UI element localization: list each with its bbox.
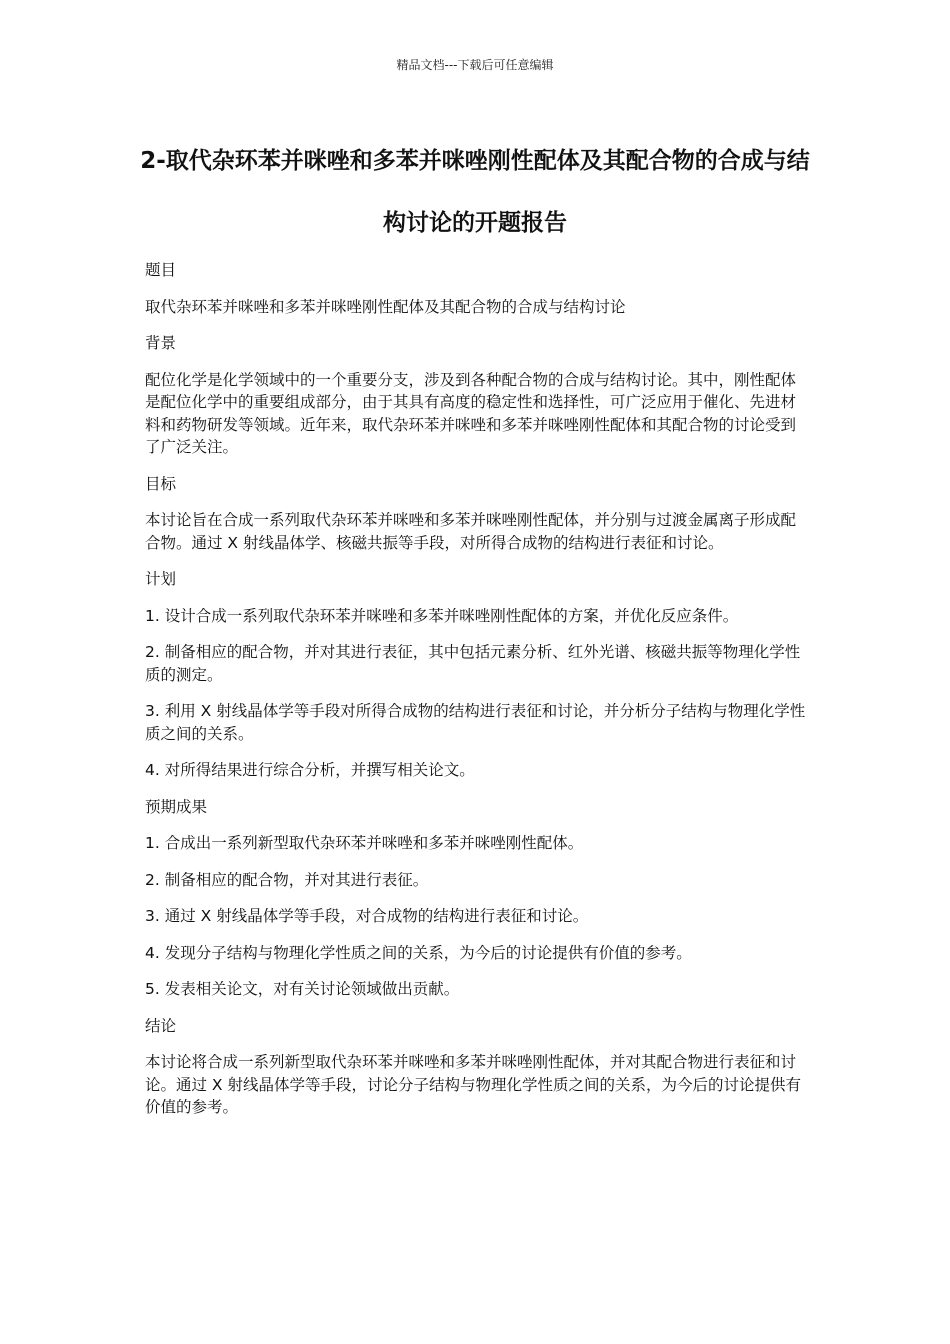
plan-item: 1. 设计合成一系列取代杂环苯并咪唑和多苯并咪唑刚性配体的方案，并优化反应条件。 <box>145 606 739 625</box>
plan-item: 3. 利用 X 射线晶体学等手段对所得合成物的结构进行表征和讨论，并分析分子结构与物理化学性质之间的关系。 <box>145 702 806 743</box>
results-item: 1. 合成出一系列新型取代杂环苯并咪唑和多苯并咪唑刚性配体。 <box>145 834 584 852</box>
topic-heading: 题目 <box>145 261 177 279</box>
document-title: 2-取代杂环苯并咪唑和多苯并咪唑刚性配体及其配合物的合成与结构讨论的开题报告 <box>140 148 810 236</box>
results-heading: 预期成果 <box>145 797 208 816</box>
results-item: 5. 发表相关论文，对有关讨论领域做出贡献。 <box>145 980 460 998</box>
topic-text: 取代杂环苯并咪唑和多苯并咪唑刚性配体及其配合物的合成与结构讨论 <box>145 297 626 316</box>
conclusion-text: 本讨论将合成一系列新型取代杂环苯并咪唑和多苯并咪唑刚性配体，并对其配合物进行表征和讨论。通过 X 射线晶体学等手段，讨论分子结构与物理化学性质之间的关系，为今后的讨论提供有价值的参考。 <box>145 1053 801 1116</box>
results-item: 2. 制备相应的配合物，并对其进行表征。 <box>145 870 429 889</box>
header-note: 精品文档---下载后可任意编辑 <box>396 58 554 72</box>
plan-heading: 计划 <box>145 570 177 588</box>
results-item: 3. 通过 X 射线晶体学等手段，对合成物的结构进行表征和讨论。 <box>145 907 589 925</box>
document-body <box>145 259 810 1133</box>
plan-item: 4. 对所得结果进行综合分析，并撰写相关论文。 <box>145 761 475 779</box>
results-item: 4. 发现分子结构与物理化学性质之间的关系，为今后的讨论提供有价值的参考。 <box>145 943 692 962</box>
goal-heading: 目标 <box>145 474 177 493</box>
background-text: 配位化学是化学领域中的一个重要分支，涉及到各种配合物的合成与结构讨论。其中，刚性配体是配位化学中的重要组成部分，由于其具有高度的稳定性和选择性，可广泛应用于催化、先进材料和药物研发等领域。近年来，取代杂环苯并咪唑和多苯并咪唑刚性配体和其配合物的讨论受到了广泛关注。 <box>145 370 797 456</box>
goal-text: 本讨论旨在合成一系列取代杂环苯并咪唑和多苯并咪唑刚性配体，并分别与过渡金属离子形成配合物。通过 X 射线晶体学、核磁共振等手段，对所得合成物的结构进行表征和讨论。 <box>145 511 797 552</box>
conclusion-heading: 结论 <box>145 1016 177 1035</box>
background-heading: 背景 <box>145 334 177 352</box>
plan-item: 2. 制备相应的配合物，并对其进行表征，其中包括元素分析、红外光谱、核磁共振等物理化学性质的测定。 <box>145 643 801 684</box>
